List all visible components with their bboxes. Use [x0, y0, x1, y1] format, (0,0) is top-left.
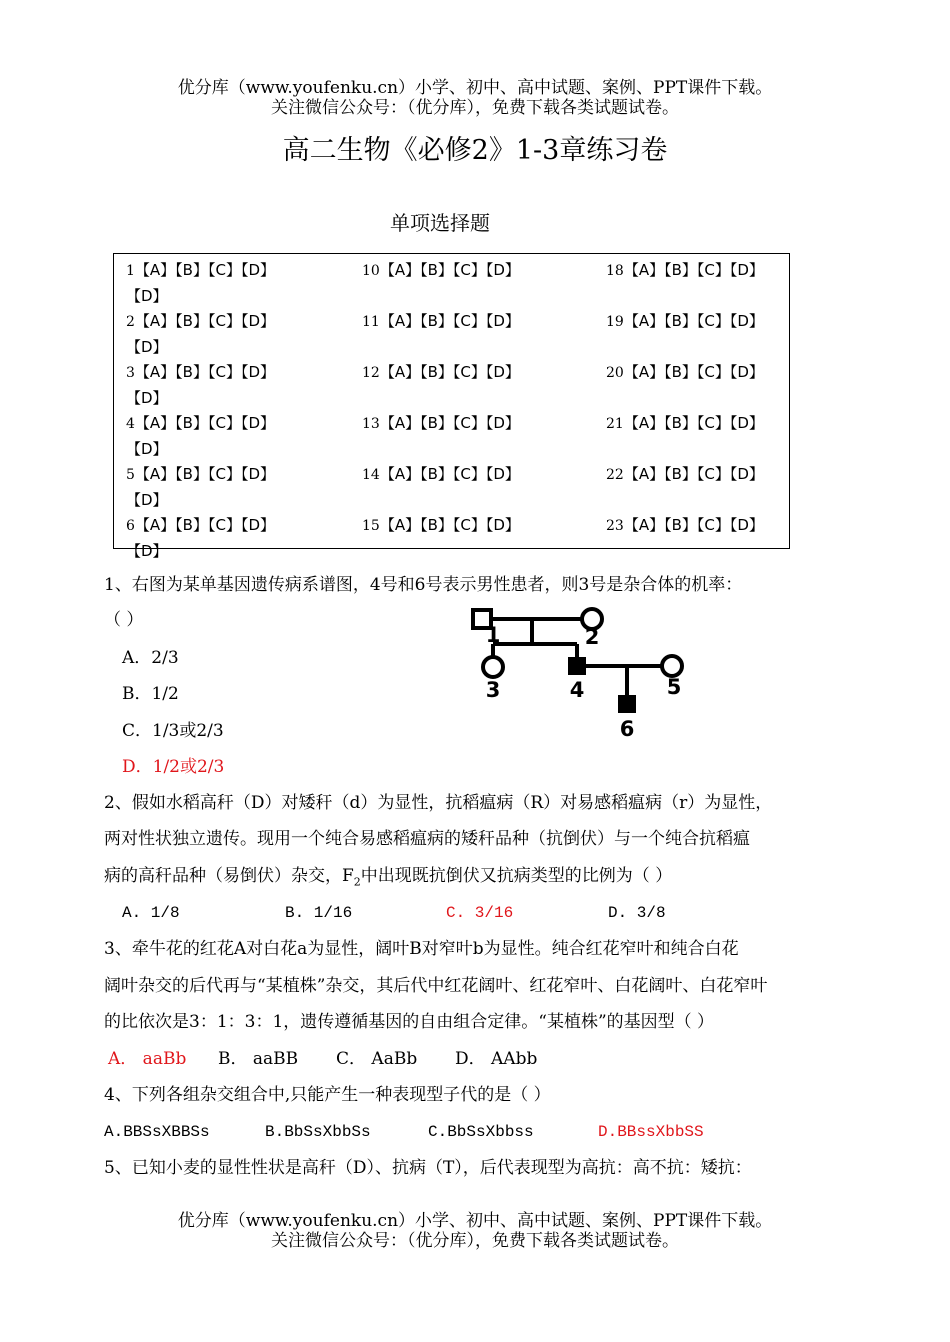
q2-line-3-start: 病的高秆品种（易倒伏）杂交，F: [104, 866, 354, 886]
header-line-1: 优分库（www.youfenku.cn）小学、初中、高中试题、案例、PPT课件下载。: [177, 78, 773, 98]
choice-set: 【A】【B】【C】【D】: [134, 312, 275, 330]
pedigree-diagram: [460, 598, 700, 748]
pedigree-label-6: 6: [619, 717, 635, 741]
q1-option-d-answer: D．1/2或2/3: [122, 757, 225, 777]
pedigree-label-1: 1: [485, 623, 501, 647]
answer-row: [126, 413, 275, 434]
answer-row: [606, 413, 764, 434]
choice-set: 【A】【B】【C】【D】: [379, 312, 520, 330]
choice-set: 【A】【B】【C】【D】: [134, 414, 275, 432]
question-number: 2: [126, 314, 135, 330]
pedigree-label-4: 4: [569, 678, 585, 702]
answer-row: [362, 464, 520, 485]
q4-option-d-answer: D.BBssXbbSS: [598, 1123, 704, 1141]
answer-row: [126, 515, 275, 536]
q3-option-d: D． AAbb: [455, 1049, 538, 1069]
choice-set: 【A】【B】【C】【D】: [134, 516, 275, 534]
question-number: 12: [362, 365, 380, 381]
question-number: 19: [606, 314, 624, 330]
question-number: 6: [126, 518, 135, 534]
q2-line-3: [104, 865, 672, 893]
q2-line-2: 两对性状独立遗传。现用一个纯合易感稻瘟病的矮秆品种（抗倒伏）与一个纯合抗稻瘟: [104, 829, 750, 849]
pedigree-affected-male-6: [618, 695, 636, 713]
pedigree-female-3: [483, 657, 503, 677]
pedigree-label-2: 2: [584, 625, 600, 649]
pedigree-affected-male-4: [568, 657, 586, 675]
choice-wrap: 【D】: [126, 491, 168, 509]
answer-row: [126, 311, 275, 332]
q1-option-a: A．2/3: [122, 648, 179, 668]
choice-set: 【A】【B】【C】【D】: [379, 414, 520, 432]
footer-line-2: 关注微信公众号：（优分库），免费下载各类试题试卷。: [271, 1231, 679, 1251]
choice-set: 【A】【B】【C】【D】: [379, 516, 520, 534]
q4-option-a: A.BBSsXBBSs: [104, 1123, 210, 1141]
question-number: 10: [362, 263, 380, 279]
footer-line-1: 优分库（www.youfenku.cn）小学、初中、高中试题、案例、PPT课件下载。: [177, 1211, 773, 1231]
choice-wrap: 【D】: [126, 338, 168, 356]
question-number: 4: [126, 416, 135, 432]
question-number: 21: [606, 416, 624, 432]
q3-option-c: C． AaBb: [336, 1049, 418, 1069]
choice-wrap: 【D】: [126, 542, 168, 560]
choice-set: 【A】【B】【C】【D】: [623, 465, 764, 483]
question-number: 11: [362, 314, 380, 330]
page-title: 高二生物《必修2》1-3章练习卷: [282, 135, 668, 166]
q3-line-2: 阔叶杂交的后代再与“某植株”杂交，其后代中红花阔叶、红花窄叶、白花阔叶、白花窄叶: [104, 976, 768, 996]
answer-row: [606, 362, 764, 383]
pedigree-svg: [460, 598, 700, 748]
answer-row: [606, 311, 764, 332]
choice-set: 【A】【B】【C】【D】: [379, 363, 520, 381]
q3-line-1: 3、牵牛花的红花A对白花a为显性，阔叶B对窄叶b为显性。纯合红花窄叶和纯合白花: [104, 939, 739, 959]
q2-option-d: D. 3/8: [608, 904, 666, 922]
q1-option-c: C．1/3或2/3: [122, 721, 224, 741]
q5-stem: 5、已知小麦的显性性状是高秆（D）、抗病（T），后代表现型为高抗：高不抗：矮抗：: [104, 1158, 752, 1178]
q2-subscript: 2: [353, 875, 361, 889]
answer-row: [126, 362, 275, 383]
question-number: 23: [606, 518, 624, 534]
choice-wrap: 【D】: [126, 389, 168, 407]
answer-row: [362, 362, 520, 383]
question-number: 14: [362, 467, 380, 483]
question-number: 22: [606, 467, 624, 483]
q2-option-b: B. 1/16: [285, 904, 353, 922]
choice-set: 【A】【B】【C】【D】: [379, 465, 520, 483]
q4-option-b: B.BbSsXbbSs: [265, 1123, 371, 1141]
choice-set: 【A】【B】【C】【D】: [623, 414, 764, 432]
q3-option-a-answer: A． aaBb: [108, 1049, 187, 1069]
choice-wrap: 【D】: [126, 440, 168, 458]
choice-set: 【A】【B】【C】【D】: [379, 261, 520, 279]
answer-sheet-box: [113, 253, 790, 560]
q4-option-c: C.BbSsXbbss: [428, 1123, 534, 1141]
pedigree-label-5: 5: [666, 675, 682, 699]
q2-line-3-end: 中出现既抗倒伏又抗病类型的比例为（ ）: [360, 866, 673, 886]
pedigree-label-3: 3: [485, 678, 501, 702]
choice-set: 【A】【B】【C】【D】: [134, 465, 275, 483]
header-line-2: 关注微信公众号：（优分库），免费下载各类试题试卷。: [271, 98, 679, 118]
question-number: 13: [362, 416, 380, 432]
q2-line-1: 2、假如水稻高秆（D）对矮秆（d）为显性，抗稻瘟病（R）对易感稻瘟病（r）为显性，: [104, 793, 773, 813]
answer-row: [606, 260, 764, 281]
choice-set: 【A】【B】【C】【D】: [623, 363, 764, 381]
question-number: 15: [362, 518, 380, 534]
answer-row: [362, 311, 520, 332]
question-number: 20: [606, 365, 624, 381]
q3-option-b: B． aaBB: [218, 1049, 299, 1069]
answer-row: [362, 260, 520, 281]
question-number: 18: [606, 263, 624, 279]
q2-option-a: A. 1/8: [122, 904, 180, 922]
q4-stem: 4、下列各组杂交组合中,只能产生一种表现型子代的是（ ）: [104, 1085, 551, 1105]
pedigree-female-5: [662, 656, 682, 676]
q1-stem-line-2: （ ）: [104, 610, 144, 630]
choice-set: 【A】【B】【C】【D】: [623, 261, 764, 279]
answer-row: [362, 413, 520, 434]
question-number: 5: [126, 467, 135, 483]
q2-option-c-answer: C. 3/16: [446, 904, 514, 922]
choice-set: 【A】【B】【C】【D】: [134, 261, 275, 279]
q1-option-b: B．1/2: [122, 684, 179, 704]
choice-set: 【A】【B】【C】【D】: [623, 516, 764, 534]
question-number: 1: [126, 263, 135, 279]
choice-set: 【A】【B】【C】【D】: [623, 312, 764, 330]
q1-stem-line-1: 1、右图为某单基因遗传病系谱图，4号和6号表示男性患者，则3号是杂合体的机率：: [104, 575, 743, 595]
choice-set: 【A】【B】【C】【D】: [134, 363, 275, 381]
question-number: 3: [126, 365, 135, 381]
choice-wrap: 【D】: [126, 287, 168, 305]
answer-row: [362, 515, 520, 536]
answer-row: [606, 464, 764, 485]
answer-row: [126, 464, 275, 485]
section-title: 单项选择题: [390, 211, 490, 235]
answer-row: [606, 515, 764, 536]
q3-line-3: 的比依次是3：1：3：1，遗传遵循基因的自由组合定律。“某植株”的基因型（ ）: [104, 1012, 715, 1032]
answer-row: [126, 260, 275, 281]
